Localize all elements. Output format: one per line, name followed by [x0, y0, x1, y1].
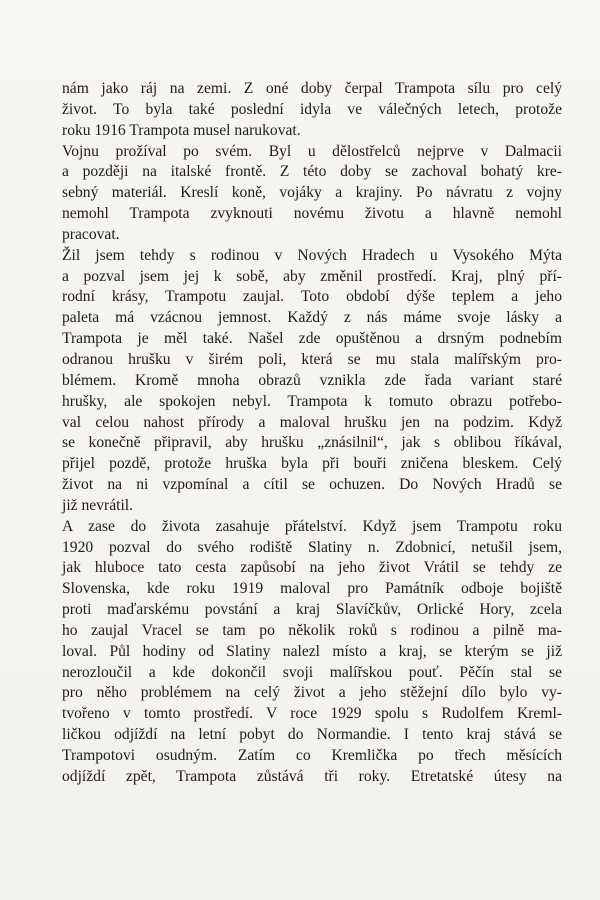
text-line: ho zaujal Vracel se tam po několik roků s rodinou a pilně ma-	[62, 621, 562, 639]
text-line: paleta má vzácnou jemnost. Každý z nás máme svoje lásky a	[62, 309, 562, 327]
text-line: hrušky, ale spokojen nebyl. Trampota k tomuto obrazu potřebo-	[62, 392, 562, 410]
text-line: rodní krásy, Trampotu zaujal. Toto období dýše teplem a jeho	[62, 288, 562, 306]
text-line: Trampotovi osudným. Zatím co Kremlička po třech měsících	[62, 747, 562, 764]
text-line: Vojnu prožíval po svém. Byl u dělostřelců nejprve v Dalmacii	[62, 142, 562, 160]
text-line: proti maďarskému povstání a kraj Slavíčkův, Orlické Hory, zcela	[62, 601, 562, 619]
text-line: život na ni vzpomínal a cítil se ochuzen. Do Nových Hradů se	[62, 476, 562, 494]
text-line: A zase do života zasahuje přátelství. Když jsem Trampotu roku	[62, 517, 562, 535]
text-line: roku 1916 Trampota musel narukovat.	[62, 121, 301, 139]
text-line: Trampota je měl také. Našel zde opuštěnou a drsným podnebím	[62, 330, 562, 348]
text-line: Slovenska, kde roku 1919 maloval pro Památník odboje bojiště	[62, 580, 562, 598]
text-line: ličkou odjíždí na letní pobyt do Normandie. I tento kraj stává se	[62, 726, 562, 744]
text-line: pro něho problémem na celý život a jeho stěžejní dílo bylo vy-	[62, 684, 562, 702]
text-line: pracovat.	[62, 225, 120, 243]
text-line: život. To byla také poslední idyla ve válečných letech, protože	[62, 100, 562, 118]
text-line: se konečně připravil, aby hrušku „znásilnil“, jak s oblibou říkával,	[62, 434, 562, 452]
text-line: přijel pozdě, protože hruška byla při bouři zničena bleskem. Celý	[62, 455, 562, 473]
text-line: nemohl Trampota zvyknouti novému životu a hlavně nemohl	[62, 205, 562, 223]
text-line: odjíždí zpět, Trampota zůstává tři roky. Etretatské útesy na	[62, 767, 562, 785]
text-line: a později na italské frontě. Z této doby se zachoval bohatý kre-	[62, 163, 562, 181]
text-line: Žil jsem tehdy s rodinou v Nových Hradech u Vysokého Mýta	[62, 246, 562, 264]
text-line: odranou hrušku v širém poli, která se mu stala malířským pro-	[62, 350, 562, 368]
text-line: již nevrátil.	[62, 496, 134, 514]
text-line: nám jako ráj na zemi. Z oné doby čerpal Trampota sílu pro celý	[62, 80, 562, 97]
text-line: blémem. Kromě mnoha obrazů vznikla zde řada variant staré	[62, 371, 562, 389]
text-line: sebný materiál. Kreslí koně, vojáky a krajiny. Po návratu z vojny	[62, 184, 562, 202]
text-line: jak hluboce tato cesta zapůsobí na jeho život Vrátil se tehdy ze	[62, 559, 562, 577]
text-line: tvořeno v tomto prostředí. V roce 1929 spolu s Rudolfem Kreml-	[62, 705, 562, 723]
text-line: val celou nahost přírody a maloval hrušku jen na podzim. Když	[62, 413, 562, 431]
text-line: 1920 pozval do svého rodiště Slatiny n. Zdobnicí, netušil jsem,	[62, 538, 562, 556]
text-line: loval. Půl hodiny od Slatiny nalezl místo a kraj, se kterým se již	[62, 642, 562, 660]
body-text	[62, 79, 562, 788]
text-line: nerozloučil a kde dokončil svoji malířskou pouť. Pěčín stal se	[62, 663, 562, 681]
text-line: a pozval jsem jej k sobě, aby změnil prostředí. Kraj, plný pří-	[62, 267, 562, 285]
